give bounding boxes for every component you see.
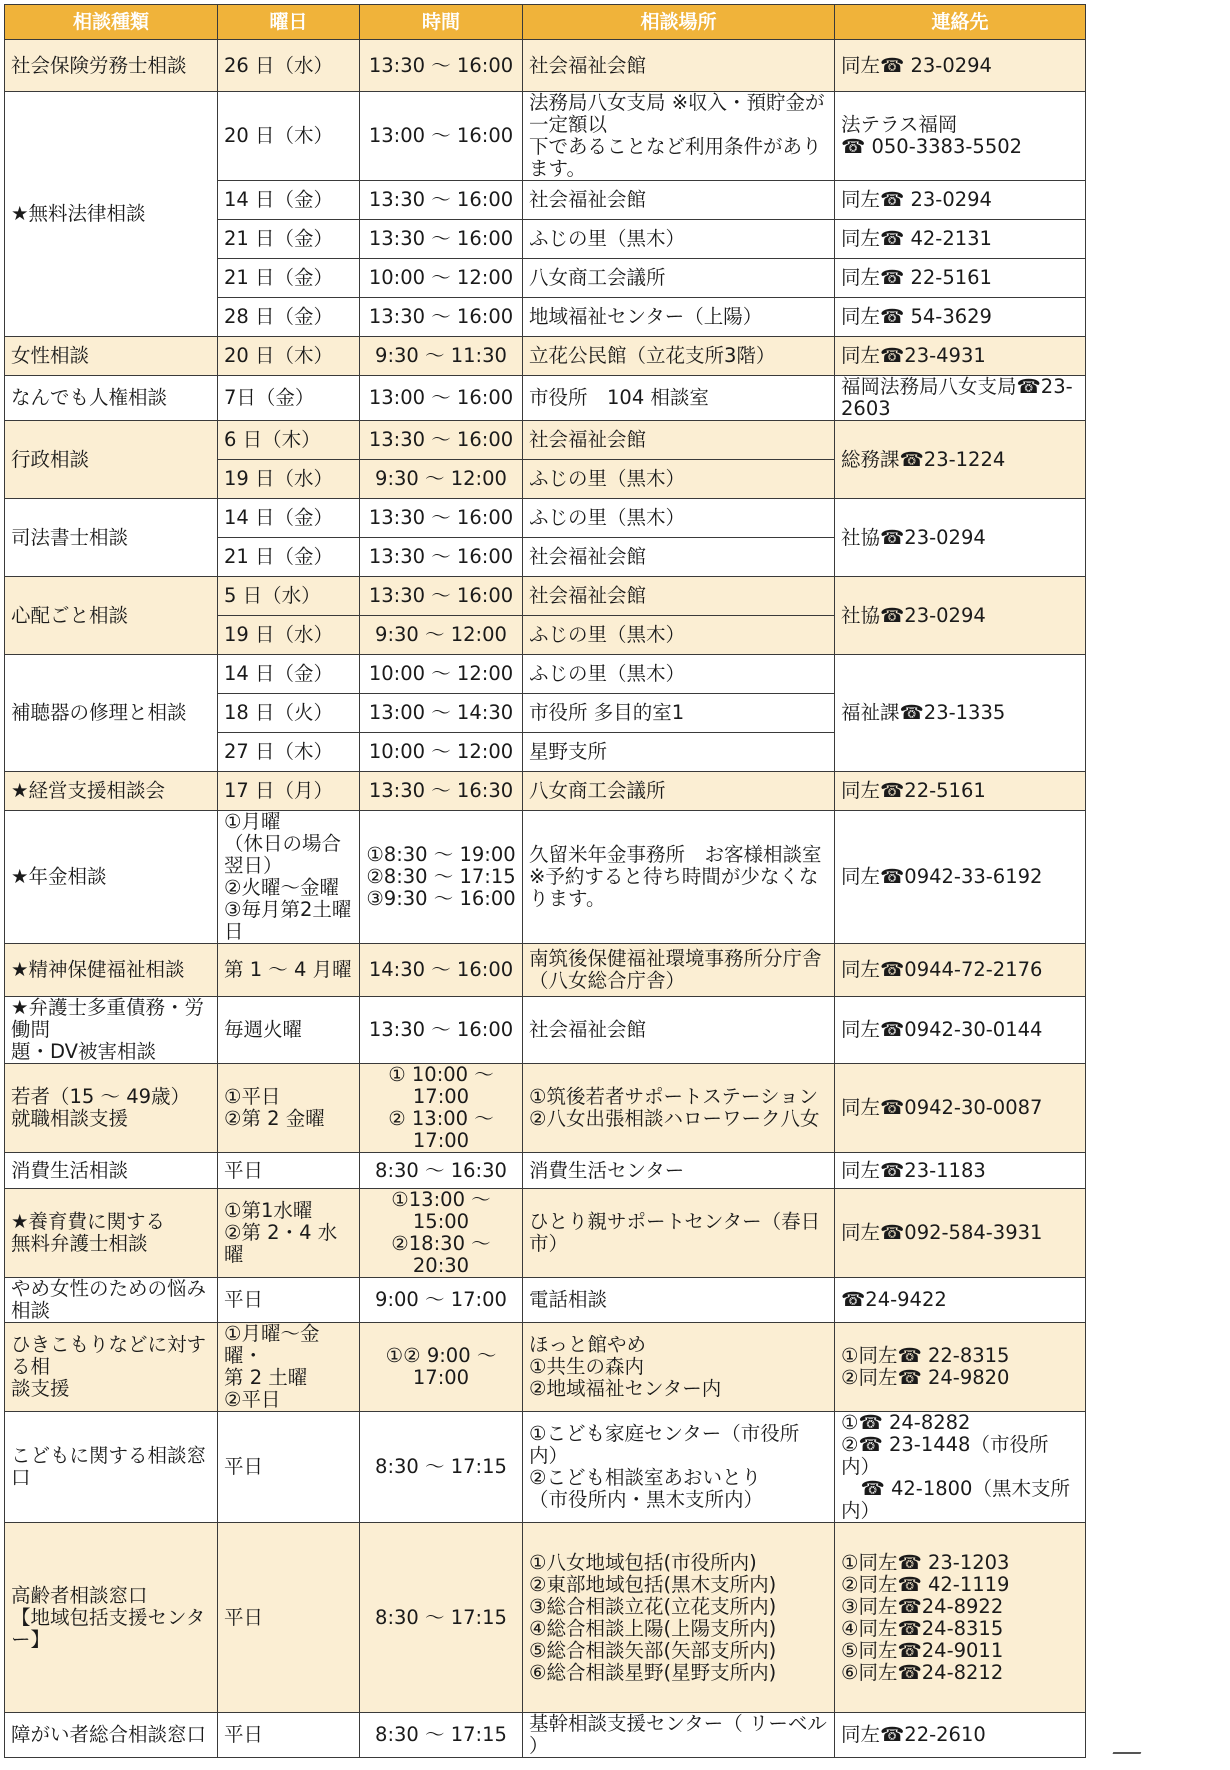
cell-day: ①月曜～金曜・ 第 2 土曜 ②平日 <box>218 1323 360 1412</box>
cell-contact: 同左☎22-5161 <box>835 772 1086 811</box>
cell-day: 19 日（水） <box>218 460 360 499</box>
cell-type: 補聴器の修理と相談 <box>5 655 218 772</box>
cell-day: 19 日（水） <box>218 616 360 655</box>
cell-type: 若者（15 ～ 49歳） 就職相談支援 <box>5 1064 218 1153</box>
cell-place: 社会福祉会館 <box>523 538 835 577</box>
cell-place: ふじの里（黒木） <box>523 655 835 694</box>
cell-place: 社会福祉会館 <box>523 997 835 1064</box>
cell-day: 14 日（金） <box>218 181 360 220</box>
cell-type: こどもに関する相談窓口 <box>5 1412 218 1523</box>
cell-time: 13:30 ～ 16:00 <box>360 421 523 460</box>
cell-type: 心配ごと相談 <box>5 577 218 655</box>
cell-day: 平日 <box>218 1412 360 1523</box>
table-row <box>5 577 1086 616</box>
cell-type: ★無料法律相談 <box>5 92 218 337</box>
cell-type: ★養育費に関する 無料弁護士相談 <box>5 1189 218 1278</box>
table-header-row <box>5 5 1086 40</box>
cell-day: ①月曜 （休日の場合翌日） ②火曜～金曜 ③毎月第2土曜日 <box>218 811 360 944</box>
cell-day: 21 日（金） <box>218 538 360 577</box>
header-consultation-type: 相談種類 <box>5 5 218 40</box>
cell-day: 毎週火曜 <box>218 997 360 1064</box>
cell-type: 障がい者総合相談窓口 <box>5 1713 218 1758</box>
cell-day: ①第1水曜 ②第 2・4 水曜 <box>218 1189 360 1278</box>
table-row <box>5 1064 1086 1153</box>
cell-contact: ①同左☎ 23-1203 ②同左☎ 42-1119 ③同左☎24-8922 ④同左☎24-8315 ⑤同左☎24-9011 ⑥同左☎24-8212 <box>835 1523 1086 1713</box>
cell-time: 13:30 ～ 16:00 <box>360 298 523 337</box>
cell-place: ひとり親サポートセンター（春日市） <box>523 1189 835 1278</box>
cell-day: 21 日（金） <box>218 220 360 259</box>
cell-contact: 同左☎0944-72-2176 <box>835 944 1086 997</box>
cell-time: 13:30 ～ 16:30 <box>360 772 523 811</box>
cell-type: ★弁護士多重債務・労働問 題・DV被害相談 <box>5 997 218 1064</box>
table-row <box>5 944 1086 997</box>
cell-place: 社会福祉会館 <box>523 577 835 616</box>
table-row <box>5 772 1086 811</box>
cell-day: 6 日（木） <box>218 421 360 460</box>
cell-type: 女性相談 <box>5 337 218 376</box>
cell-contact: 同左☎ 23-0294 <box>835 181 1086 220</box>
cell-time: 13:00 ～ 14:30 <box>360 694 523 733</box>
cell-contact: 総務課☎23-1224 <box>835 421 1086 499</box>
table-row <box>5 421 1086 460</box>
cell-contact: 同左☎0942-33-6192 <box>835 811 1086 944</box>
table-row <box>5 1713 1086 1758</box>
header-day: 曜日 <box>218 5 360 40</box>
header-contact: 連絡先 <box>835 5 1086 40</box>
table-row <box>5 655 1086 694</box>
cell-time: 14:30 ～ 16:00 <box>360 944 523 997</box>
cell-day: 第 1 ～ 4 月曜 <box>218 944 360 997</box>
cell-place: ふじの里（黒木） <box>523 499 835 538</box>
cell-type: ひきこもりなどに対する相 談支援 <box>5 1323 218 1412</box>
table-row <box>5 376 1086 421</box>
cell-contact: 同左☎092-584-3931 <box>835 1189 1086 1278</box>
cell-contact: 同左☎23-1183 <box>835 1153 1086 1189</box>
cell-type: 高齢者相談窓口 【地域包括支援センター】 <box>5 1523 218 1713</box>
cell-day: 17 日（月） <box>218 772 360 811</box>
cell-time: 13:30 ～ 16:00 <box>360 40 523 92</box>
cell-place: 市役所 多目的室1 <box>523 694 835 733</box>
cell-place: 地域福祉センター（上陽） <box>523 298 835 337</box>
table-row <box>5 1153 1086 1189</box>
table-row <box>5 499 1086 538</box>
cell-time: ①② 9:00 ～ 17:00 <box>360 1323 523 1412</box>
cell-day: 18 日（火） <box>218 694 360 733</box>
cell-type: 消費生活相談 <box>5 1153 218 1189</box>
cell-day: 7日（金） <box>218 376 360 421</box>
cell-time: 13:30 ～ 16:00 <box>360 499 523 538</box>
cell-time: 13:30 ～ 16:00 <box>360 220 523 259</box>
table-row <box>5 40 1086 92</box>
cell-time: 9:30 ～ 12:00 <box>360 616 523 655</box>
cell-place: 市役所 104 相談室 <box>523 376 835 421</box>
cell-day: 26 日（水） <box>218 40 360 92</box>
cell-time: 8:30 ～ 17:15 <box>360 1713 523 1758</box>
table-row <box>5 92 1086 181</box>
header-place: 相談場所 <box>523 5 835 40</box>
cell-contact: 同左☎ 22-5161 <box>835 259 1086 298</box>
table-row <box>5 811 1086 944</box>
cell-place: 電話相談 <box>523 1278 835 1323</box>
cell-contact: 同左☎0942-30-0144 <box>835 997 1086 1064</box>
cell-day: 平日 <box>218 1153 360 1189</box>
cell-day: 28 日（金） <box>218 298 360 337</box>
cell-contact: 同左☎ 42-2131 <box>835 220 1086 259</box>
cell-place: 南筑後保健福祉環境事務所分庁舎 （八女総合庁舎） <box>523 944 835 997</box>
cell-time: 13:30 ～ 16:00 <box>360 997 523 1064</box>
cell-day: 20 日（木） <box>218 92 360 181</box>
cell-contact: ☎24-9422 <box>835 1278 1086 1323</box>
cell-place: 社会福祉会館 <box>523 421 835 460</box>
cell-contact: 福岡法務局八女支局☎23-2603 <box>835 376 1086 421</box>
table-row <box>5 1523 1086 1713</box>
page-edge-mark <box>1107 1752 1142 1770</box>
cell-type: ★経営支援相談会 <box>5 772 218 811</box>
cell-contact: 社協☎23-0294 <box>835 577 1086 655</box>
header-time: 時間 <box>360 5 523 40</box>
cell-day: 14 日（金） <box>218 655 360 694</box>
table-body <box>5 40 1086 1758</box>
cell-place: 八女商工会議所 <box>523 259 835 298</box>
cell-place: 消費生活センター <box>523 1153 835 1189</box>
cell-day: 14 日（金） <box>218 499 360 538</box>
cell-type: 司法書士相談 <box>5 499 218 577</box>
cell-day: 21 日（金） <box>218 259 360 298</box>
table-row <box>5 337 1086 376</box>
cell-time: ①8:30 ～ 19:00 ②8:30 ～ 17:15 ③9:30 ～ 16:00 <box>360 811 523 944</box>
cell-contact: ①☎ 24-8282 ②☎ 23-1448（市役所内） ☎ 42-1800（黒木支所内） <box>835 1412 1086 1523</box>
cell-day: ①平日 ②第 2 金曜 <box>218 1064 360 1153</box>
cell-contact: 同左☎22-2610 <box>835 1713 1086 1758</box>
cell-contact: 社協☎23-0294 <box>835 499 1086 577</box>
consultation-schedule-table <box>4 4 1086 1758</box>
cell-contact: ①同左☎ 22-8315 ②同左☎ 24-9820 <box>835 1323 1086 1412</box>
cell-day: 平日 <box>218 1713 360 1758</box>
cell-day: 27 日（木） <box>218 733 360 772</box>
cell-time: 13:00 ～ 16:00 <box>360 92 523 181</box>
cell-contact: 同左☎0942-30-0087 <box>835 1064 1086 1153</box>
cell-time: 13:30 ～ 16:00 <box>360 577 523 616</box>
cell-day: 20 日（木） <box>218 337 360 376</box>
cell-contact: 福祉課☎23-1335 <box>835 655 1086 772</box>
cell-place: ふじの里（黒木） <box>523 460 835 499</box>
cell-day: 平日 <box>218 1523 360 1713</box>
cell-place: 社会福祉会館 <box>523 40 835 92</box>
cell-time: 13:30 ～ 16:00 <box>360 181 523 220</box>
cell-place: 星野支所 <box>523 733 835 772</box>
cell-time: 10:00 ～ 12:00 <box>360 259 523 298</box>
table-row <box>5 1189 1086 1278</box>
cell-contact: 法テラス福岡 ☎ 050-3383-5502 <box>835 92 1086 181</box>
table-row <box>5 997 1086 1064</box>
cell-time: ① 10:00 ～ 17:00 ② 13:00 ～ 17:00 <box>360 1064 523 1153</box>
cell-time: 10:00 ～ 12:00 <box>360 733 523 772</box>
cell-place: 法務局八女支局 ※収入・預貯金が一定額以 下であることなど利用条件があります。 <box>523 92 835 181</box>
cell-type: 行政相談 <box>5 421 218 499</box>
cell-place: ふじの里（黒木） <box>523 220 835 259</box>
cell-place: 久留米年金事務所 お客様相談室 ※予約すると待ち時間が少なくなります。 <box>523 811 835 944</box>
cell-place: 基幹相談支援センター（ リーベル ） <box>523 1713 835 1758</box>
cell-place: 社会福祉会館 <box>523 181 835 220</box>
cell-place: ①八女地域包括(市役所内) ②東部地域包括(黒木支所内) ③総合相談立花(立花支所内) ④総合相談上陽(上陽支所内) ⑤総合相談矢部(矢部支所内) ⑥総合相談星野(星野支所内) <box>523 1523 835 1713</box>
cell-time: 13:30 ～ 16:00 <box>360 538 523 577</box>
cell-contact: 同左☎23-4931 <box>835 337 1086 376</box>
cell-time: ①13:00 ～ 15:00 ②18:30 ～ 20:30 <box>360 1189 523 1278</box>
cell-day: 5 日（水） <box>218 577 360 616</box>
cell-type: やめ女性のための悩み相談 <box>5 1278 218 1323</box>
cell-place: 八女商工会議所 <box>523 772 835 811</box>
cell-place: ほっと館やめ ①共生の森内 ②地域福祉センター内 <box>523 1323 835 1412</box>
cell-time: 9:00 ～ 17:00 <box>360 1278 523 1323</box>
cell-time: 8:30 ～ 16:30 <box>360 1153 523 1189</box>
cell-time: 9:30 ～ 11:30 <box>360 337 523 376</box>
cell-contact: 同左☎ 54-3629 <box>835 298 1086 337</box>
cell-time: 8:30 ～ 17:15 <box>360 1412 523 1523</box>
cell-time: 9:30 ～ 12:00 <box>360 460 523 499</box>
cell-time: 10:00 ～ 12:00 <box>360 655 523 694</box>
cell-type: なんでも人権相談 <box>5 376 218 421</box>
cell-type: ★精神保健福祉相談 <box>5 944 218 997</box>
cell-time: 13:00 ～ 16:00 <box>360 376 523 421</box>
cell-type: ★年金相談 <box>5 811 218 944</box>
cell-place: 立花公民館（立花支所3階） <box>523 337 835 376</box>
cell-day: 平日 <box>218 1278 360 1323</box>
cell-place: ①こども家庭センター（市役所内） ②こども相談室あおいとり （市役所内・黒木支所内） <box>523 1412 835 1523</box>
cell-place: ①筑後若者サポートステーション ②八女出張相談ハローワーク八女 <box>523 1064 835 1153</box>
cell-type: 社会保険労務士相談 <box>5 40 218 92</box>
table-row <box>5 1278 1086 1323</box>
cell-contact: 同左☎ 23-0294 <box>835 40 1086 92</box>
table-row <box>5 1412 1086 1523</box>
cell-place: ふじの里（黒木） <box>523 616 835 655</box>
cell-time: 8:30 ～ 17:15 <box>360 1523 523 1713</box>
table-row <box>5 1323 1086 1412</box>
